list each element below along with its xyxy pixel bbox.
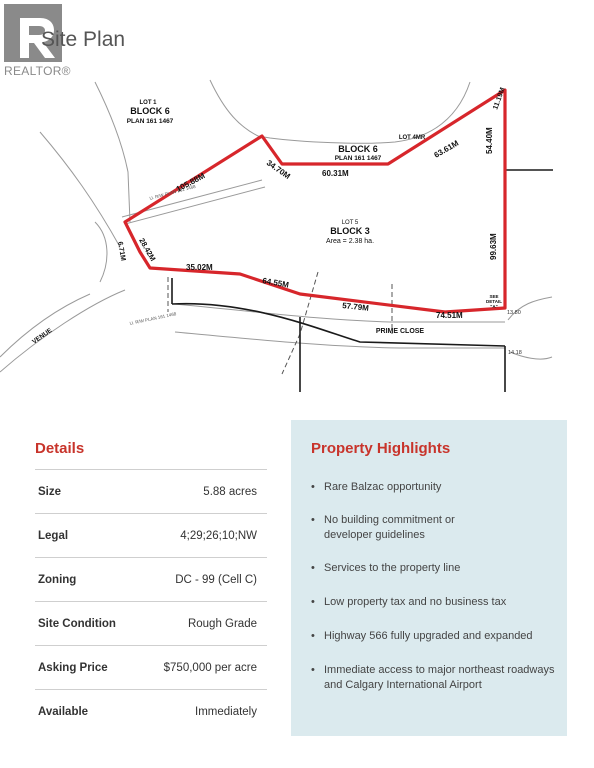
details-label: Asking Price <box>38 662 108 674</box>
road-edge-line <box>0 294 90 357</box>
adjacent-lot-line <box>210 80 470 143</box>
lot1-plan-label: PLAN 161 1467 <box>126 118 174 125</box>
page-title: Site Plan <box>41 28 126 51</box>
details-row-asking-price <box>35 645 267 689</box>
road-edge-line <box>95 222 107 282</box>
highlight-text: Services to the property line <box>324 562 461 574</box>
prime-close-label: PRIME CLOSE <box>375 328 425 335</box>
dimension-label: 35.02M <box>186 263 213 272</box>
details-row-legal <box>35 513 267 557</box>
dimension-label: 99.63M <box>489 233 498 260</box>
details-row-available <box>35 689 267 733</box>
bullet-icon: • <box>311 664 315 676</box>
highlight-item <box>309 513 559 561</box>
avenue-label: VENUE <box>31 327 54 346</box>
highlight-text: Rare Balzac opportunity <box>324 481 442 493</box>
row-plan-label: U. R/W PLAN 161 1468 <box>129 311 177 326</box>
highlight-text: Immediate access to major northeast roadways and Calgary International Airport <box>324 664 555 691</box>
bullet-icon: • <box>311 562 315 574</box>
highlights-list <box>309 480 559 697</box>
details-value: Immediately <box>195 706 257 718</box>
utility-row-line <box>125 187 265 224</box>
highlight-text: Low property tax and no business tax <box>324 596 507 608</box>
details-value: $750,000 per acre <box>163 662 257 674</box>
bullet-icon: • <box>311 630 315 642</box>
highlight-item <box>309 480 559 513</box>
details-row-site-condition <box>35 601 267 645</box>
block6-plan-label: PLAN 161 1467 <box>334 155 382 162</box>
details-row-zoning <box>35 557 267 601</box>
site-plan-drawing <box>0 72 594 402</box>
dimension-label: 64.55M <box>261 276 290 290</box>
highlights-title: Property Highlights <box>311 440 451 457</box>
highlight-item <box>309 663 559 697</box>
dimension-label: 60.31M <box>322 169 349 178</box>
details-label: Legal <box>38 530 69 542</box>
highlight-item <box>309 595 559 629</box>
bullet-icon: • <box>311 596 315 608</box>
dimension-label: 11.19M <box>492 86 507 111</box>
dimension-label: 28.42M <box>137 236 158 263</box>
details-label: Size <box>38 486 62 498</box>
details-title: Details <box>35 440 85 457</box>
highlight-item <box>309 629 559 663</box>
dimension-label: 54.40M <box>485 127 494 154</box>
details-value: 4;29;26;10;NW <box>180 530 257 542</box>
details-value: 5.88 acres <box>203 486 257 498</box>
bullet-icon: • <box>311 514 315 526</box>
details-value: Rough Grade <box>187 618 257 630</box>
see-detail-label: SEE <box>489 294 499 299</box>
dimension-label: 6.71M <box>116 241 127 262</box>
highlight-item <box>309 561 559 595</box>
details-label: Available <box>38 706 89 718</box>
property-highlights-panel <box>291 420 567 736</box>
highlight-text: No building commitment or developer guidelines <box>324 514 455 541</box>
area-label: Area = 2.38 ha. <box>325 238 375 245</box>
details-label: Site Condition <box>38 618 116 630</box>
dimension-label: 63.61M <box>432 138 461 160</box>
dimension-label: 13.80 <box>507 310 521 316</box>
lot1-block-label: BLOCK 6 <box>130 106 170 116</box>
lot1-label: LOT 1 <box>139 100 157 106</box>
see-detail-label: "A" <box>490 304 498 309</box>
road-edge-line <box>508 297 552 320</box>
adjacent-lot-line <box>40 132 120 247</box>
details-value: DC - 99 (Cell C) <box>175 574 257 586</box>
bullet-icon: • <box>311 481 315 493</box>
highlight-text: Highway 566 fully upgraded and expanded <box>324 630 533 642</box>
dimension-label: 74.51M <box>436 311 463 320</box>
lot5-label: LOT 5 <box>341 220 359 226</box>
dimension-label: 34.70M <box>264 158 292 181</box>
road-edge-line <box>0 290 125 372</box>
row-plan-label: U. R/W PLAN 161 1468 <box>148 183 197 201</box>
see-detail-label: DETAIL <box>486 299 502 304</box>
details-row-size <box>35 469 267 513</box>
dimension-label: 57.79M <box>341 301 370 313</box>
lot4mr-label: LOT 4MR <box>398 135 426 141</box>
dimension-label: 14.18 <box>508 350 522 356</box>
details-label: Zoning <box>38 574 77 586</box>
realtor-logo-text: REALTOR® <box>4 64 71 78</box>
block6-label: BLOCK 6 <box>338 144 378 154</box>
road-edge-line <box>175 332 505 348</box>
adjacent-lot-line <box>95 82 130 222</box>
details-table <box>35 469 267 733</box>
block3-label: BLOCK 3 <box>330 226 370 236</box>
dimension-label: 105.88M <box>174 171 207 194</box>
